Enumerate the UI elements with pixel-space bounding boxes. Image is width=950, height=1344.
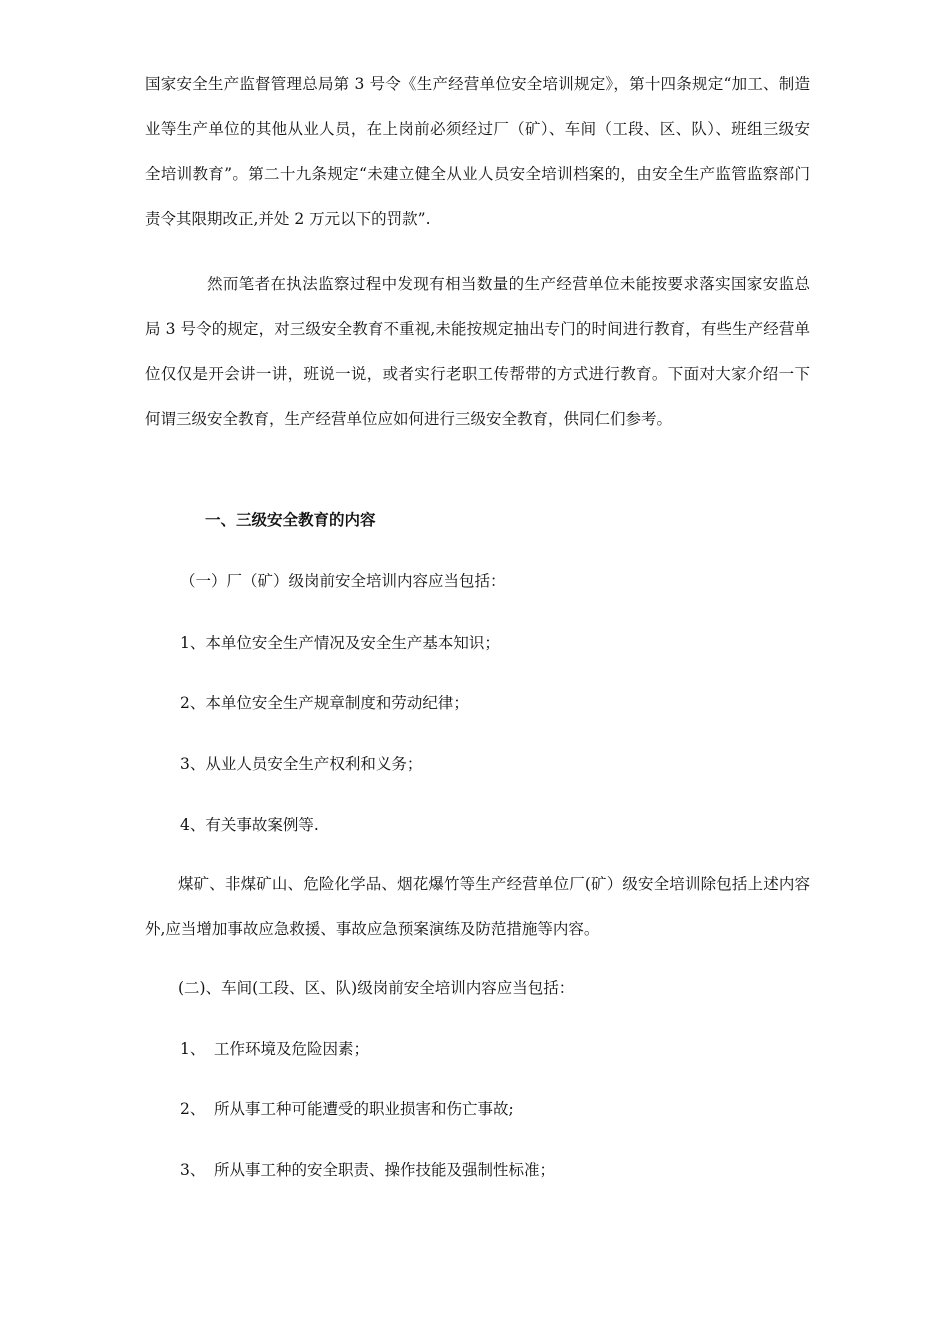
paragraph-special-industries: 煤矿、非煤矿山、危险化学品、烟花爆竹等生产经营单位厂(矿）级安全培训除包括上述内容外,应当增加事故应急救援、事故应急预案演练及防范措施等内容。 [145,875,810,938]
section-heading: 一、三级安全教育的内容 [205,510,376,529]
list-item: 1、本单位安全生产情况及安全生产基本知识； [180,634,500,652]
list-item: 2、本单位安全生产规章制度和劳动纪律； [180,694,469,712]
list-number: 3、 [180,1161,206,1179]
list-text: 所从事工种的安全职责、操作技能及强制性标准； [214,1161,556,1179]
list-text: 工作环境及危险因素； [214,1040,370,1058]
list-item [180,1094,514,1124]
list-text: 所从事工种可能遭受的职业损害和伤亡事故; [214,1100,514,1118]
paragraph-observation: 然而笔者在执法监察过程中发现有相当数量的生产经营单位未能按要求落实国家安监总局 3 号令的规定，对三级安全教育不重视,未能按规定抽出专门的时间进行教育，有些生产经营单位仅仅是开会讲一讲，班说一说，或者实行老职工传帮带的方式进行教育。下面对大家介绍一下何谓三级安全教育，生产经营单位应如何进行三级安全教育，供同仁们参考。 [145,275,810,428]
subheading-workshop-level: (二)、车间(工段、区、队)级岗前安全培训内容应当包括： [178,979,575,997]
paragraph-regulation: 国家安全生产监督管理总局第 3 号令《生产经营单位安全培训规定》，第十四条规定“加工、制造业等生产单位的其他从业人员，在上岗前必须经过厂（矿）、车间（工段、区、队）、班组三级安全培训教育”。第二十九条规定“未建立健全从业人员安全培训档案的，由安全生产监管监察部门责令其限期改正,并处 2 万元以下的罚款”. [145,75,810,228]
list-number: 2、 [180,1100,206,1118]
list-item: 4、有关事故案例等. [180,816,319,834]
subheading-factory-level: （一）厂（矿）级岗前安全培训内容应当包括： [180,572,506,590]
list-number: 1、 [180,1040,206,1058]
list-item [180,1034,369,1064]
list-item: 3、从业人员安全生产权利和义务； [180,755,423,773]
list-item [180,1155,555,1185]
